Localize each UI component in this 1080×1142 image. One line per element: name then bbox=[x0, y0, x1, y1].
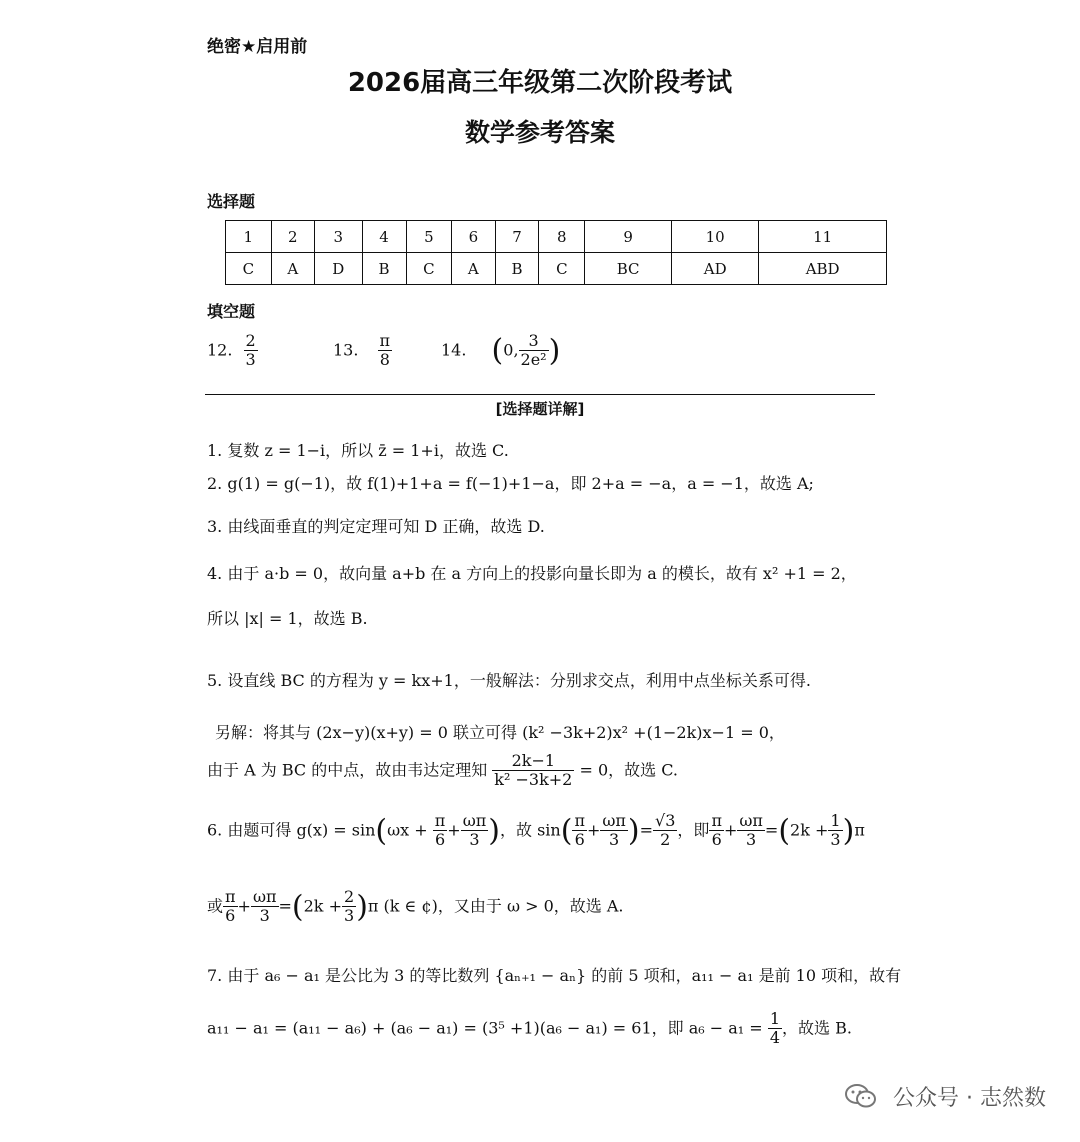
solution-4-line-1: 4. 由于 a·b = 0，故向量 a+b 在 a 方向上的投影向量长即为 a 的模长，故有 x² +1 = 2， bbox=[207, 564, 857, 583]
fraction bbox=[653, 812, 677, 850]
question-number: 12. bbox=[207, 340, 233, 360]
solution-7-line-1: 7. 由于 a₆ − a₁ 是公比为 3 的等比数列 {aₙ₊₁ − aₙ} 的前 5 项和，a₁₁ − a₁ 是前 10 项和，故有 bbox=[207, 966, 902, 985]
question-number: 10 bbox=[672, 221, 759, 253]
answer-table bbox=[225, 220, 887, 285]
numerator: √3 bbox=[655, 811, 676, 830]
fraction bbox=[737, 812, 765, 850]
answer-cell: C bbox=[406, 253, 452, 285]
denominator: 3 bbox=[344, 906, 355, 926]
text: 或 bbox=[207, 896, 224, 916]
denominator: 6 bbox=[574, 830, 585, 850]
denominator: 3 bbox=[609, 830, 620, 850]
text: ，即 bbox=[677, 820, 710, 840]
numerator: ωπ bbox=[739, 811, 763, 830]
text: a₁₁ − a₁ = (a₁₁ − a₆) + (a₆ − a₁) = (3⁵ +1)(a₆ − a₁) = 61，即 a₆ − a₁ = bbox=[207, 1018, 763, 1038]
confidential-label: 绝密★启用前 bbox=[207, 37, 308, 57]
solution-2: 2. g(1) = g(−1)，故 f(1)+1+a = f(−1)+1−a，即 2+a = −a，a = −1，故选 A; bbox=[207, 474, 814, 493]
answer-cell: D bbox=[314, 253, 362, 285]
paren: ( bbox=[560, 813, 573, 849]
question-number: 4 bbox=[362, 221, 406, 253]
paren: ( bbox=[375, 813, 388, 849]
text: 2k + bbox=[303, 896, 342, 916]
question-number: 7 bbox=[495, 221, 539, 253]
fraction bbox=[600, 812, 628, 850]
fraction bbox=[572, 812, 587, 850]
answer-table-answers-row bbox=[226, 253, 887, 285]
answer-cell: B bbox=[362, 253, 406, 285]
solution-7-line-2 bbox=[207, 1010, 852, 1048]
paren: ) bbox=[488, 813, 500, 849]
choice-section-label: 选择题 bbox=[207, 192, 256, 211]
fraction bbox=[709, 812, 724, 850]
paren: ) bbox=[627, 813, 640, 849]
question-number: 13. bbox=[333, 340, 359, 360]
numerator: 3 bbox=[519, 332, 549, 351]
numerator: ωπ bbox=[602, 811, 626, 830]
denominator: 3 bbox=[245, 350, 256, 370]
numerator: 2 bbox=[245, 331, 256, 350]
denominator: 2 bbox=[660, 830, 671, 850]
denominator: 8 bbox=[379, 350, 390, 370]
text: ωx + bbox=[387, 820, 428, 840]
fraction bbox=[378, 332, 393, 370]
answer-table-numbers-row bbox=[226, 221, 887, 253]
numerator: 1 bbox=[769, 1009, 780, 1028]
solution-5-line-1: 5. 设直线 BC 的方程为 y = kx+1，一般解法：分别求交点，利用中点坐标关系可得. bbox=[207, 671, 811, 690]
exam-subtitle: 数学参考答案 bbox=[464, 118, 615, 147]
paren: ) bbox=[842, 813, 855, 849]
fraction bbox=[251, 888, 279, 926]
answer-cell: A bbox=[452, 253, 495, 285]
denominator: 4 bbox=[769, 1028, 780, 1048]
question-number: 2 bbox=[271, 221, 314, 253]
fraction bbox=[492, 752, 574, 790]
right-paren: ) bbox=[548, 333, 561, 369]
denominator: 6 bbox=[434, 830, 446, 850]
text: ，故 sin bbox=[499, 820, 561, 840]
fraction bbox=[342, 888, 356, 926]
fill-answer-12 bbox=[207, 332, 258, 370]
numerator: ωπ bbox=[252, 887, 277, 906]
question-number: 14. bbox=[441, 340, 467, 360]
denominator: 3 bbox=[259, 906, 270, 926]
denominator: 6 bbox=[225, 906, 236, 926]
question-number: 6 bbox=[452, 221, 495, 253]
fraction bbox=[828, 812, 842, 850]
text: 由于 A 为 BC 的中点，故由韦达定理知 bbox=[207, 760, 488, 780]
solution-5-line-3 bbox=[207, 752, 678, 790]
denominator: k² −3k+2 bbox=[494, 770, 573, 790]
numerator: 1 bbox=[830, 811, 841, 830]
text: 2k + bbox=[790, 820, 829, 840]
fraction bbox=[461, 812, 489, 850]
left-paren: ( bbox=[491, 333, 504, 369]
interval-start: 0, bbox=[503, 340, 519, 360]
fraction bbox=[433, 812, 448, 850]
solution-3: 3. 由线面垂直的判定定理可知 D 正确，故选 D. bbox=[207, 517, 545, 536]
answer-cell: C bbox=[226, 253, 272, 285]
text: 6. 由题可得 g(x) = sin bbox=[207, 820, 376, 840]
numerator: 2 bbox=[344, 887, 355, 906]
question-number: 8 bbox=[539, 221, 585, 253]
numerator: ωπ bbox=[462, 811, 487, 830]
answer-cell: B bbox=[495, 253, 539, 285]
fill-answer-13 bbox=[333, 332, 392, 370]
solution-6-line-1: 6. 由题可得 g(x) = sin(ωx + $\frac{\pi}{6}$ + $\frac{\omega\pi}{3}$ )，故 sin( $\frac{\pi}{6}$ + $\frac{\omega\pi}{3}$ )= $\frac{√3}{2}$ ，即 $\frac{\pi}{6}$ + $\frac{\omega\pi}{3}$ =(2k + $\frac{1}{3}$ )π bbox=[207, 811, 865, 850]
question-number: 9 bbox=[585, 221, 672, 253]
watermark bbox=[844, 1081, 1046, 1116]
numerator: π bbox=[225, 887, 236, 906]
paren: ( bbox=[778, 813, 791, 849]
watermark-text: 公众号 · 志然数 bbox=[893, 1086, 1046, 1111]
divider bbox=[205, 394, 875, 395]
question-number: 5 bbox=[406, 221, 452, 253]
question-number: 1 bbox=[226, 221, 272, 253]
numerator: π bbox=[711, 811, 722, 830]
paren: ( bbox=[291, 889, 304, 925]
numerator: 2k−1 bbox=[492, 752, 574, 771]
answer-cell: BC bbox=[585, 253, 672, 285]
answer-cell: ABD bbox=[759, 253, 887, 285]
wechat-icon bbox=[844, 1082, 878, 1116]
text: = 0，故选 C. bbox=[579, 760, 678, 780]
fraction bbox=[519, 332, 549, 370]
numerator: π bbox=[574, 811, 585, 830]
denominator: 6 bbox=[711, 830, 722, 850]
solution-4-line-2: 所以 |x| = 1，故选 B. bbox=[207, 609, 368, 628]
fraction bbox=[223, 888, 238, 926]
question-number: 11 bbox=[759, 221, 887, 253]
numerator: π bbox=[434, 811, 446, 830]
paren: ) bbox=[356, 889, 368, 925]
denominator: 2e² bbox=[520, 350, 547, 370]
text: ，故选 B. bbox=[782, 1018, 852, 1038]
fill-answer-14 bbox=[441, 332, 560, 370]
denominator: 3 bbox=[746, 830, 757, 850]
text: π (k ∈ ¢)，又由于 ω > 0，故选 A. bbox=[367, 896, 624, 916]
fill-section-label: 填空题 bbox=[207, 302, 256, 321]
answer-cell: AD bbox=[672, 253, 759, 285]
solution-1: 1. 复数 z = 1−i，所以 z̄ = 1+i，故选 C. bbox=[207, 441, 509, 460]
exam-title: 2026届高三年级第二次阶段考试 bbox=[347, 68, 733, 98]
question-number: 3 bbox=[314, 221, 362, 253]
fraction bbox=[768, 1010, 782, 1048]
denominator: 3 bbox=[830, 830, 841, 850]
solution-5-line-2: 另解：将其与 (2x−y)(x+y) = 0 联立可得 (k² −3k+2)x² +(1−2k)x−1 = 0， bbox=[215, 723, 785, 742]
denominator: 3 bbox=[469, 830, 480, 850]
numerator: π bbox=[379, 331, 391, 350]
fraction bbox=[244, 332, 258, 370]
solution-6-line-2: 或 $\frac{\pi}{6}$ + $\frac{\omega\pi}{3}$ =(2k + $\frac{2}{3}$ )π (k ∈ ¢)，又由于 ω > 0，故选 A. bbox=[207, 887, 624, 926]
answer-cell: C bbox=[539, 253, 585, 285]
answer-cell: A bbox=[271, 253, 314, 285]
details-title: [选择题详解] bbox=[495, 400, 585, 418]
